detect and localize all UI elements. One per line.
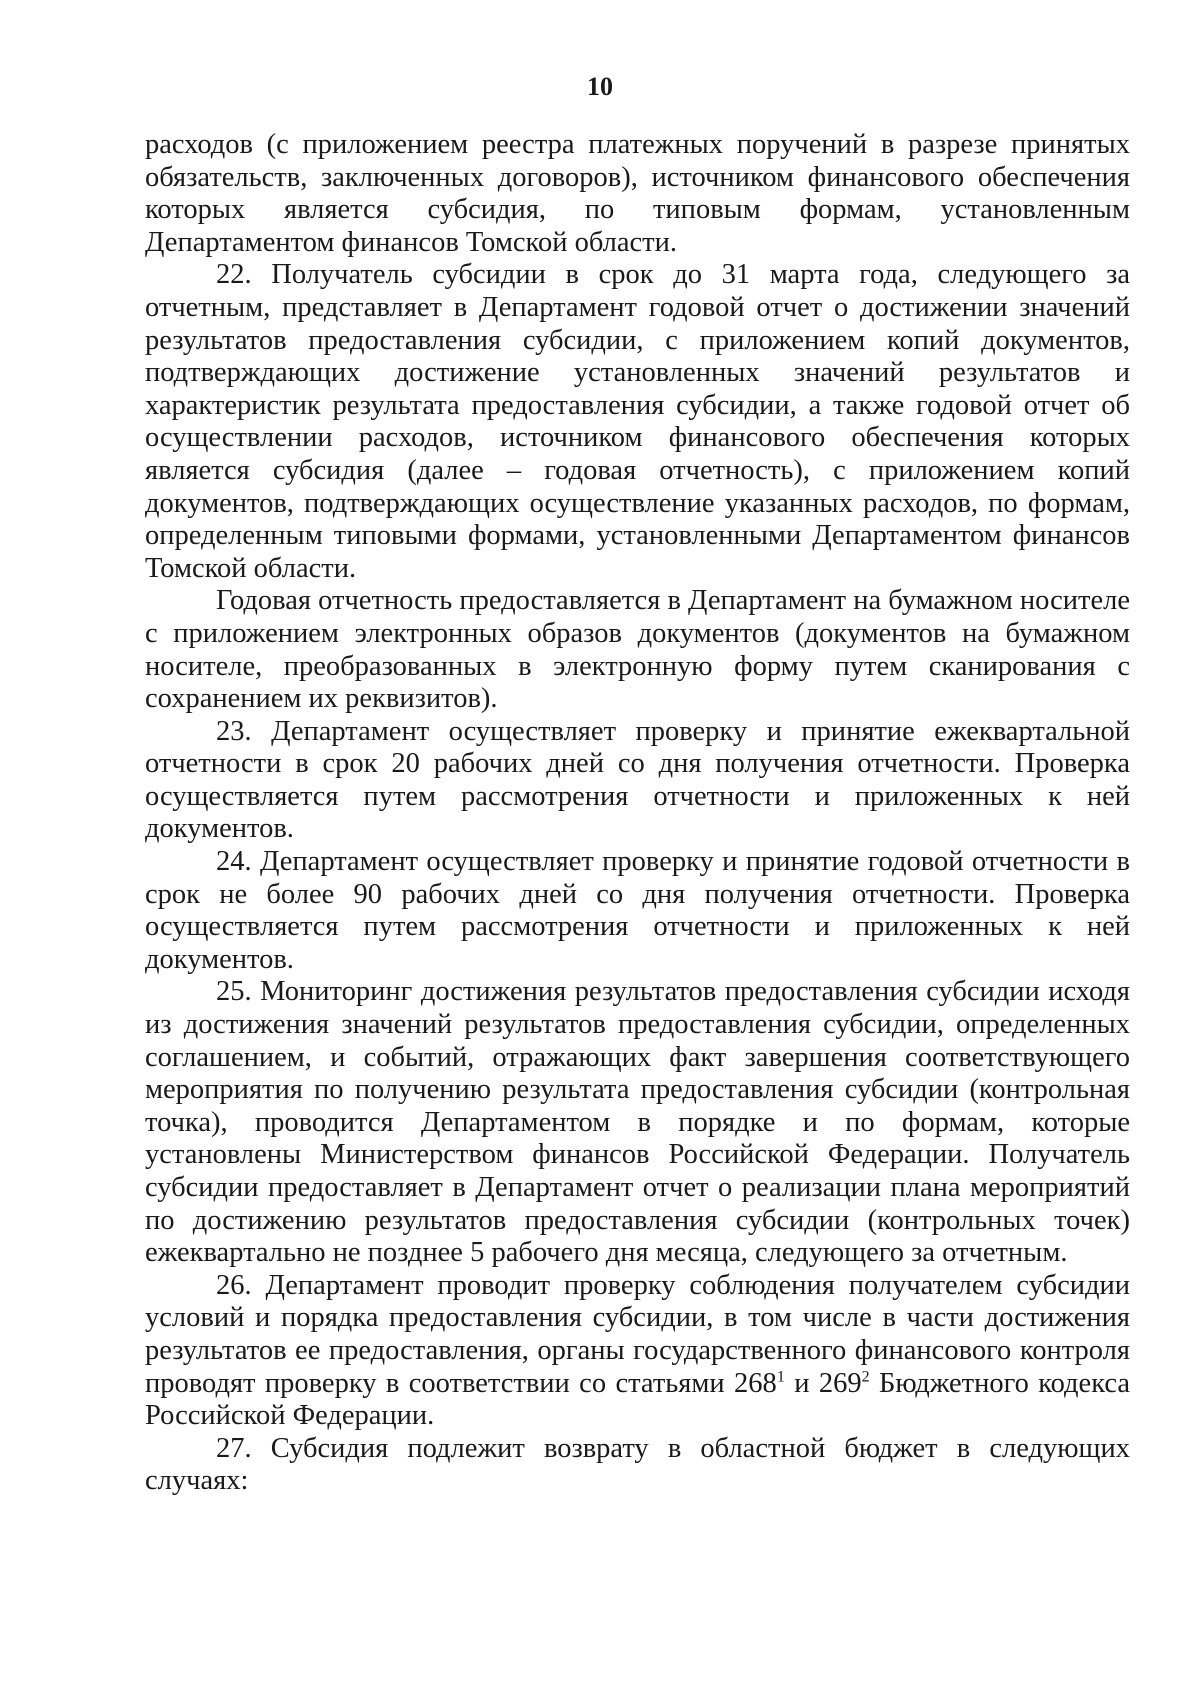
paragraph-26-text-start: 26. Департамент проводит проверку соблюдения получателем субсидии условий и порядка предоставления субсидии, в том числе в части достижения результатов ее предоставления, органы государственного финансового контроля проводят проверку в соответствии со статьями 268 xyxy=(145,1269,1130,1399)
paragraph-27: 27. Субсидия подлежит возврату в областной бюджет в следующих случаях: xyxy=(145,1432,1130,1497)
paragraph-22: 22. Получатель субсидии в срок до 31 марта года, следующего за отчетным, представляет в Департамент годовой отчет о достижении значений результатов предоставления субсидии, с приложением копий документов, подтверждающих достижение установленных значений результатов и характеристик результата предоставления субсидии, а также годовой отчет об осуществлении расходов, источником финансового обеспечения которых является субсидия (далее – годовая отчетность), с приложением копий документов, подтверждающих осуществление указанных расходов, по формам, определенным типовыми формами, установленными Департаментом финансов Томской области. xyxy=(145,259,1130,584)
article-269-superscript: 2 xyxy=(861,1368,870,1386)
paragraph-26-text-middle: и 269 xyxy=(784,1367,862,1399)
paragraph-25: 25. Мониторинг достижения результатов предоставления субсидии исходя из достижения значений результатов предоставления субсидии, определенных соглашением, и событий, отражающих факт завершения соответствующего мероприятия по получению результата предоставления субсидии (контрольная точка), проводится Департаментом в порядке и по формам, которые установлены Министерством финансов Российской Федерации. Получатель субсидии предоставляет в Департамент отчет о реализации плана мероприятий по достижению результатов предоставления субсидии (контрольных точек) ежеквартально не позднее 5 рабочего дня месяца, следующего за отчетным. xyxy=(145,976,1130,1269)
article-268-superscript: 1 xyxy=(776,1368,785,1386)
paragraph-26-text-end: Бюджетного кодекса Российской Федерации. xyxy=(145,1367,1130,1432)
paragraph-26 xyxy=(145,1270,1130,1433)
paragraph-continuation: расходов (с приложением реестра платежных поручений в разрезе принятых обязательств, заключенных договоров), источником финансового обеспечения которых является субсидия, по типовым формам, установленным Департаментом финансов Томской области. xyxy=(145,129,1130,258)
document-body xyxy=(145,129,1130,1498)
paragraph-24: 24. Департамент осуществляет проверку и принятие годовой отчетности в срок не более 90 рабочих дней со дня получения отчетности. Проверка осуществляется путем рассмотрения отчетности и приложенных к ней документов. xyxy=(145,846,1130,975)
page-number: 10 xyxy=(587,72,613,101)
paragraph-annual-reporting: Годовая отчетность предоставляется в Департамент на бумажном носителе с приложением электронных образов документов (документов на бумажном носителе, преобразованных в электронную форму путем сканирования с сохранением их реквизитов). xyxy=(145,585,1130,715)
paragraph-23: 23. Департамент осуществляет проверку и принятие ежеквартальной отчетности в срок 20 рабочих дней со дня получения отчетности. Проверка осуществляется путем рассмотрения отчетности и приложенных к ней документов. xyxy=(145,715,1130,845)
